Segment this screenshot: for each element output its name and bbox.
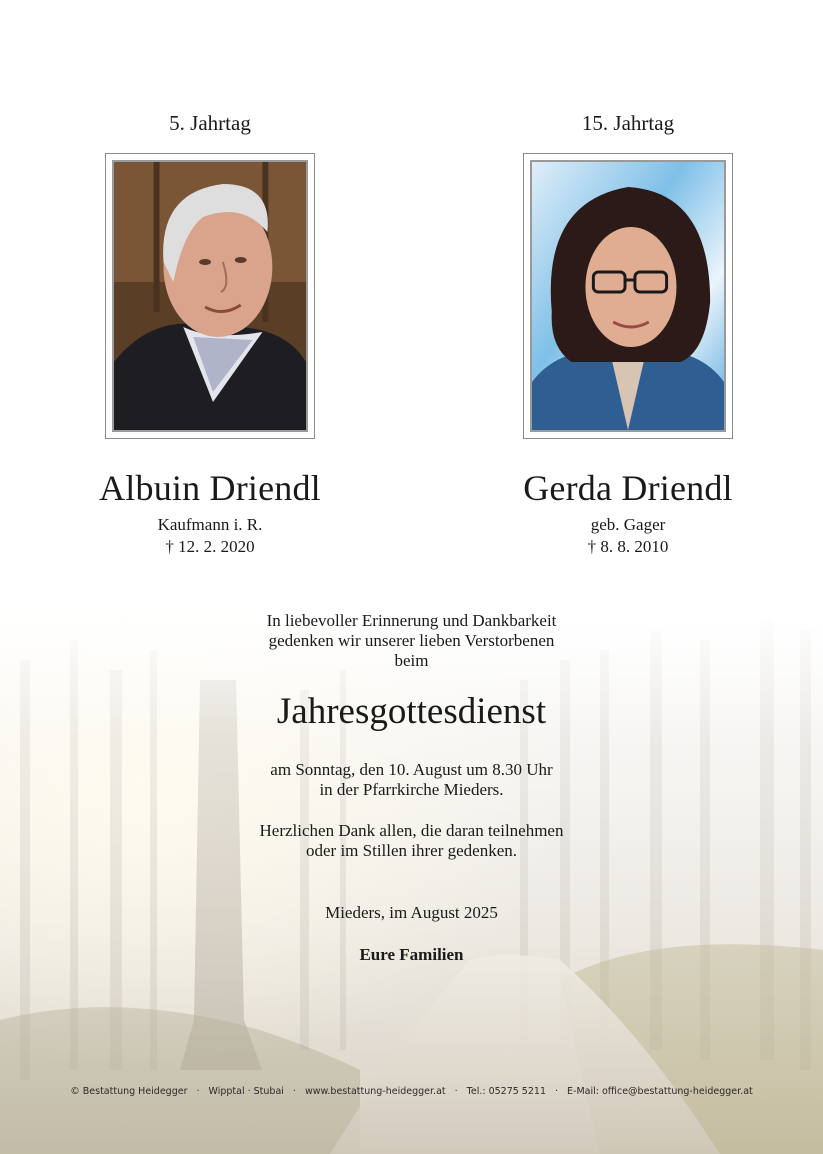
deceased-info: geb. Gager [590, 515, 666, 534]
portrait-photo [530, 160, 726, 432]
intro-line: In liebevoller Erinnerung und Dankbarkeit [266, 611, 557, 630]
footer-phone[interactable]: Tel.: 05275 5211 [466, 1086, 546, 1097]
footer [0, 1086, 823, 1097]
service-title: Jahresgottesdienst [276, 691, 547, 732]
anniversary-label: 15. Jahrtag [581, 111, 675, 135]
footer-separator: · [454, 1086, 458, 1097]
footer-company: © Bestattung Heidegger [70, 1086, 188, 1097]
deceased-info: Kaufmann i. R. [157, 515, 263, 534]
footer-separator: · [292, 1086, 296, 1097]
death-date: † 12. 2. 2020 [165, 537, 255, 556]
thanks-text [0, 821, 823, 861]
death-date: † 8. 8. 2010 [587, 537, 669, 556]
intro-line: beim [394, 651, 429, 670]
footer-region: Wipptal · Stubai [208, 1086, 284, 1097]
place-date: Mieders, im August 2025 [325, 903, 498, 922]
anniversary-label: 5. Jahrtag [169, 111, 251, 135]
thanks-line: Herzlichen Dank allen, die daran teilnehmen [259, 821, 564, 840]
photo-frame [105, 153, 315, 439]
service-details [0, 760, 823, 800]
footer-email[interactable]: E-Mail: office@bestattung-heidegger.at [567, 1086, 753, 1097]
footer-separator: · [555, 1086, 559, 1097]
thanks-line: oder im Stillen ihrer gedenken. [305, 841, 518, 860]
service-date-line: am Sonntag, den 10. August um 8.30 Uhr [270, 760, 553, 779]
service-location-line: in der Pfarrkirche Mieders. [319, 780, 504, 799]
photo-frame [523, 153, 733, 439]
footer-separator: · [196, 1086, 200, 1097]
signature: Eure Familien [359, 945, 464, 964]
footer-website[interactable]: www.bestattung-heidegger.at [304, 1086, 446, 1097]
deceased-name: Albuin Driendl [99, 468, 321, 508]
deceased-name: Gerda Driendl [523, 468, 733, 508]
intro-text [0, 611, 823, 671]
portrait-photo [112, 160, 308, 432]
intro-line: gedenken wir unserer lieben Verstorbenen [268, 631, 555, 650]
